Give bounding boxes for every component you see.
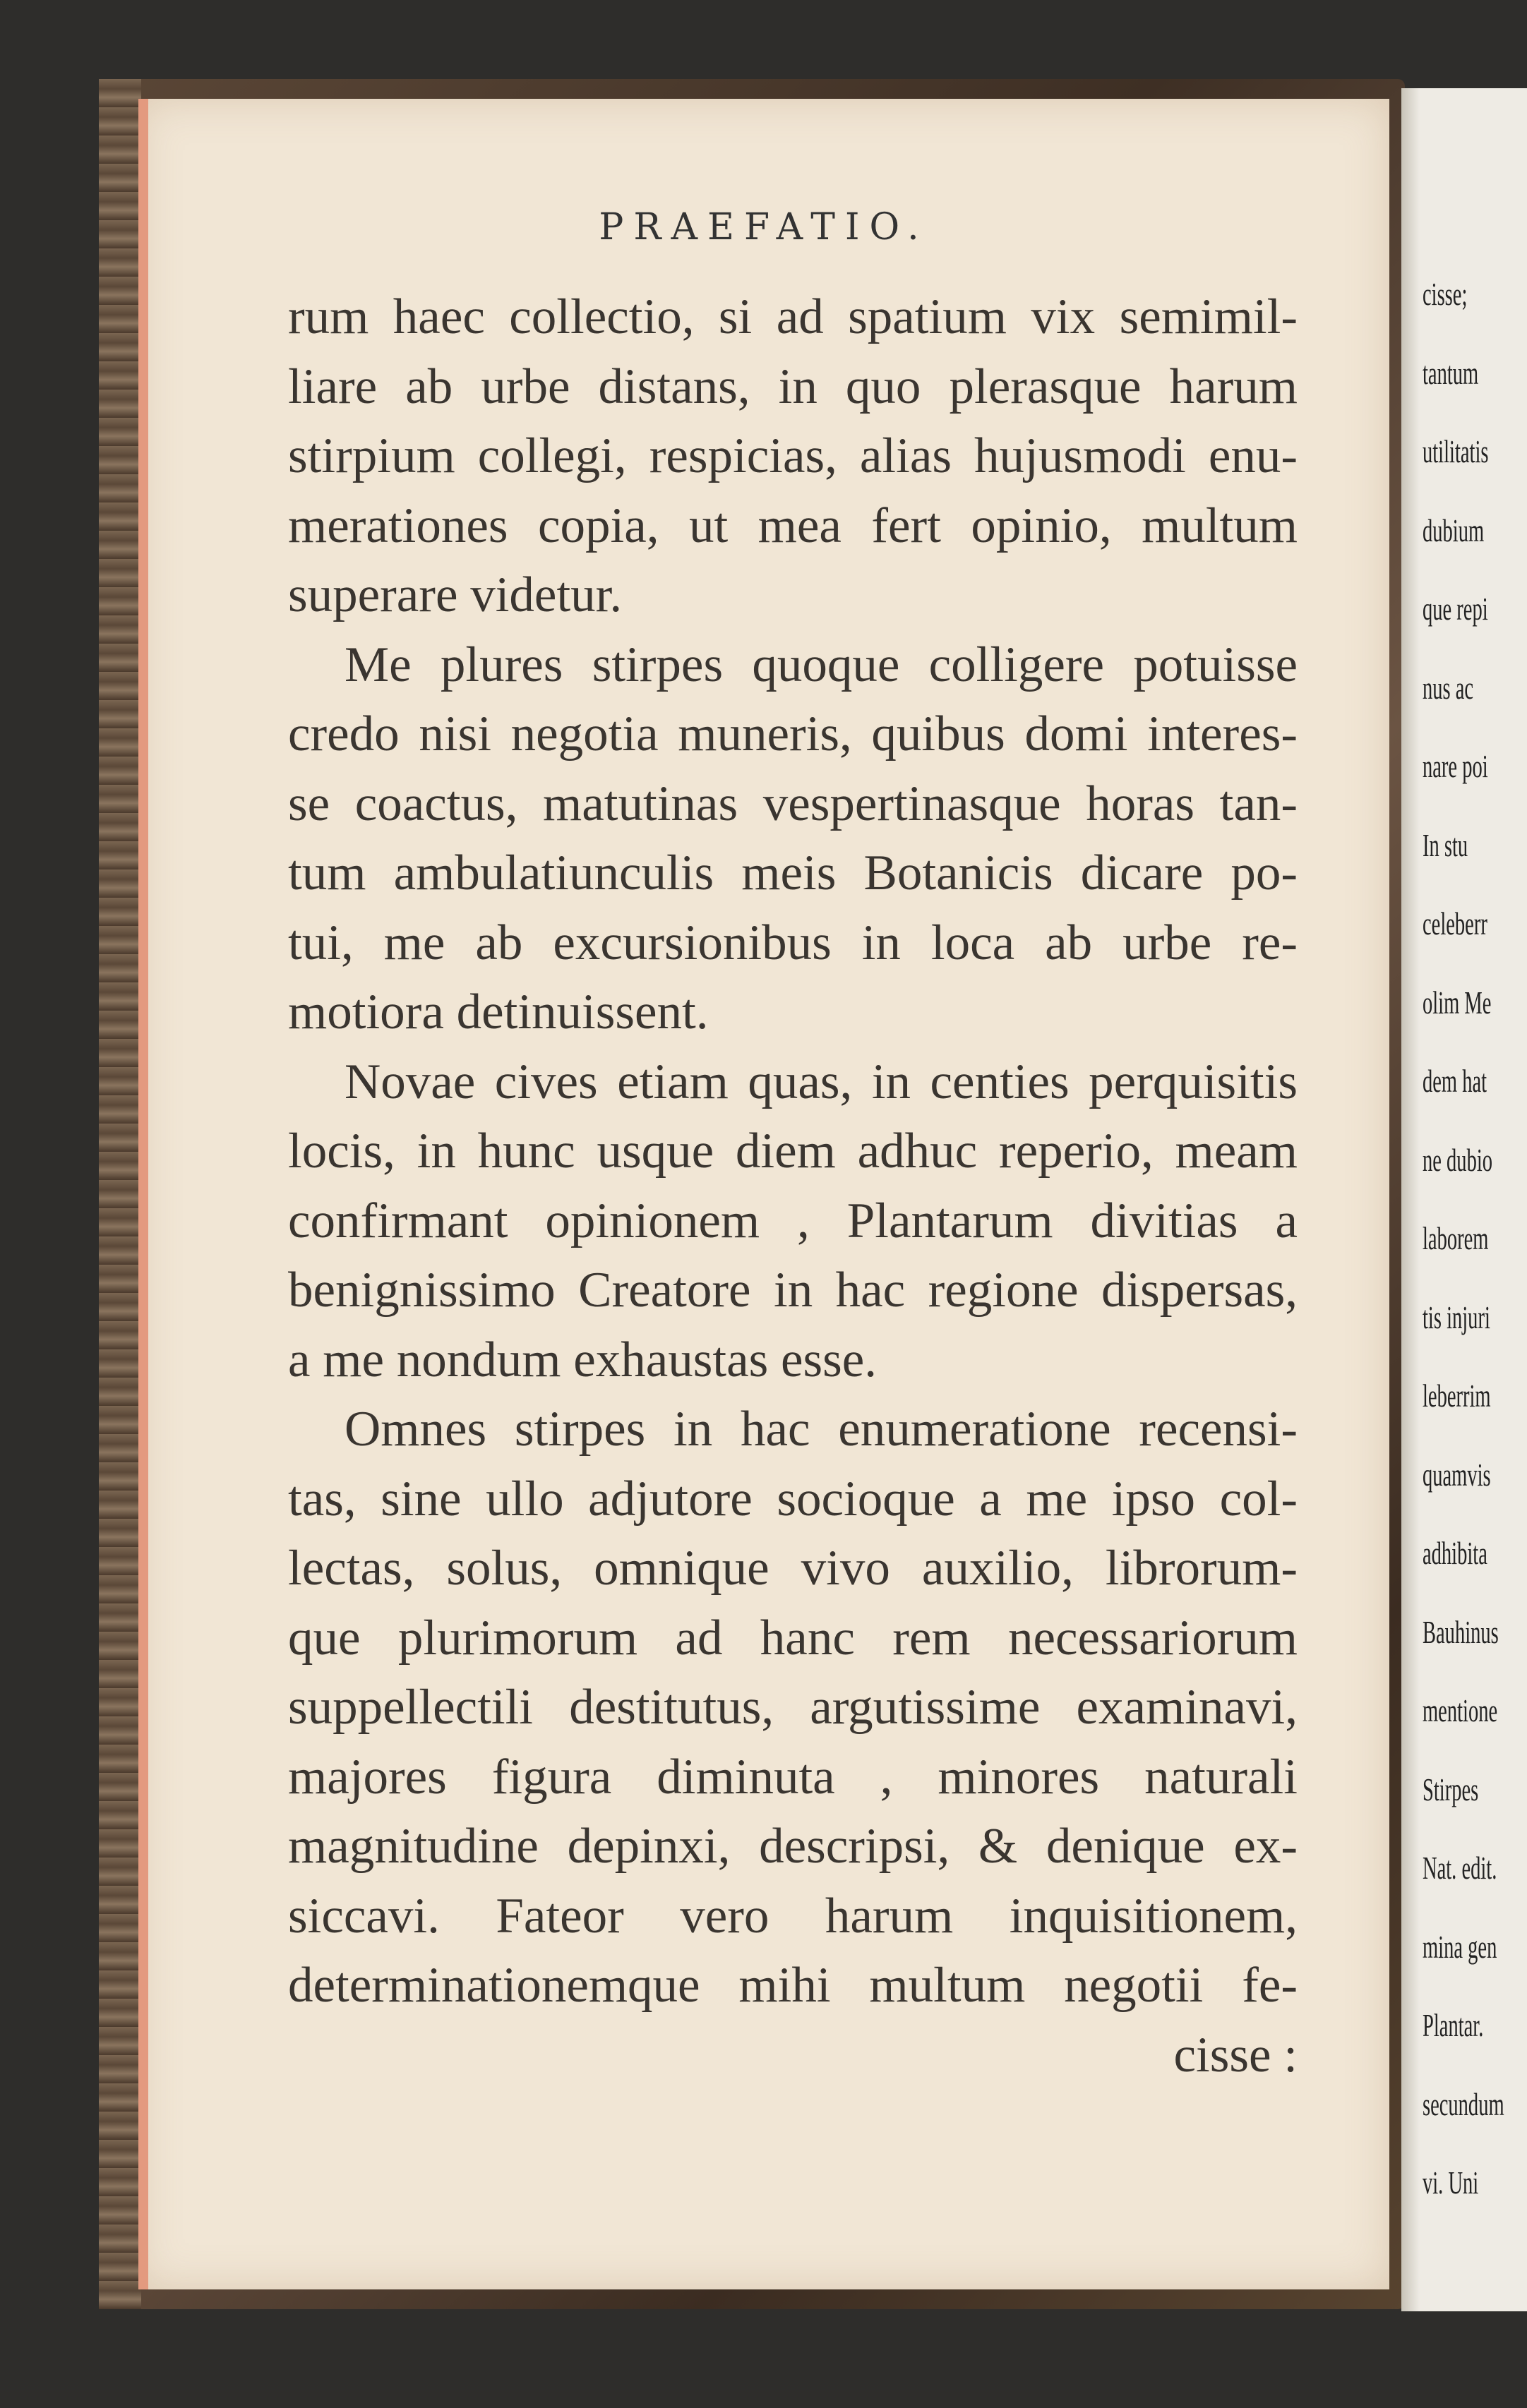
facing-page-fragment: adhibita: [1423, 1535, 1487, 1571]
text-line: locis, in hunc usque diem adhuc reperio, meam: [288, 1124, 1298, 1179]
facing-page-fragment: dubium: [1423, 512, 1485, 548]
facing-page-fragment: dem hat: [1423, 1063, 1487, 1099]
facing-page-fragment: utilitatis: [1423, 433, 1489, 469]
text-line: confirmant opinionem , Plantarum divitias a: [288, 1193, 1298, 1248]
facing-page-fragment: quamvis: [1423, 1456, 1491, 1493]
facing-page-fragment: Plantar.: [1423, 2007, 1484, 2043]
text-line: cisse :: [1173, 2027, 1298, 2083]
text-line: suppellectili destitutus, argutissime examinavi,: [288, 1680, 1298, 1735]
text-line: tas, sine ullo adjutore socioque a me ipso col-: [288, 1471, 1298, 1527]
text-line: a me nondum exhaustas esse.: [288, 1332, 878, 1387]
facing-page-fragment: cisse;: [1423, 276, 1468, 312]
text-line: rum haec collectio, si ad spatium vix semimil-: [288, 289, 1298, 344]
facing-page-fragment: secundum: [1423, 2085, 1504, 2122]
red-page-edge: [138, 99, 148, 2289]
facing-page-fragment: In stu: [1423, 826, 1468, 863]
marbled-spine: [99, 79, 141, 2309]
facing-page-fragment: nare poi: [1423, 748, 1488, 784]
text-line: benignissimo Creatore in hac regione dispersas,: [288, 1263, 1298, 1318]
facing-page-fragment: Stirpes: [1423, 1771, 1479, 1807]
text-line: magnitudine depinxi, descripsi, & denique ex-: [288, 1819, 1298, 1874]
facing-page-fragment: olim Me: [1423, 984, 1492, 1021]
text-line: credo nisi negotia muneris, quibus domi interes-: [288, 706, 1298, 761]
facing-page-fragment: que repi: [1423, 591, 1488, 627]
text-line: stirpium collegi, respicias, alias hujusmodi enu-: [288, 428, 1298, 483]
text-line: tum ambulatiunculis meis Botanicis dicare po-: [288, 845, 1298, 901]
text-line: Me plures stirpes quoque colligere potuisse: [345, 637, 1298, 692]
text-line: superare videtur.: [288, 567, 623, 622]
text-line: determinationemque mihi multum negotii fe-: [288, 1958, 1298, 2013]
running-head: PRAEFATIO.: [599, 206, 929, 248]
facing-page-fragment: mina gen: [1423, 1928, 1497, 1965]
facing-page-fragment: leberrim: [1423, 1378, 1491, 1414]
text-line: que plurimorum ad hanc rem necessariorum: [288, 1610, 1298, 1666]
text-line: Novae cives etiam quas, in centies perquisitis: [345, 1054, 1298, 1109]
facing-page-fragment: vi. Uni: [1423, 2165, 1479, 2201]
facing-page-fragment: tantum: [1423, 354, 1479, 391]
body-text: [288, 282, 1298, 2090]
facing-page: [1401, 88, 1527, 2311]
facing-page-fragment: Nat. edit.: [1423, 1850, 1497, 1886]
facing-page-fragment: ne dubio: [1423, 1141, 1493, 1178]
facing-page-fragment: celeberr: [1423, 905, 1487, 941]
text-line: majores figura diminuta , minores naturali: [288, 1749, 1298, 1805]
facing-page-fragment: laborem: [1423, 1220, 1489, 1256]
text-line: se coactus, matutinas vespertinasque horas tan-: [288, 776, 1298, 831]
text-line: merationes copia, ut mea fert opinio, multum: [288, 498, 1298, 553]
text-line: motiora detinuissent.: [288, 985, 709, 1040]
text-line: siccavi. Fateor vero harum inquisitionem,: [288, 1888, 1298, 1944]
text-line: Omnes stirpes in hac enumeratione recensi-: [345, 1402, 1298, 1457]
facing-page-gutter: [1401, 88, 1420, 2311]
facing-page-fragment: mentione: [1423, 1692, 1498, 1728]
text-line: liare ab urbe distans, in quo plerasque harum: [288, 359, 1298, 414]
text-line: tui, me ab excursionibus in loca ab urbe re-: [288, 915, 1298, 970]
facing-page-fragment: Bauhinus: [1423, 1613, 1499, 1650]
facing-page-fragment: nus ac: [1423, 669, 1474, 706]
facing-page-fragment: tis injuri: [1423, 1299, 1490, 1335]
text-line: lectas, solus, omnique vivo auxilio, librorum-: [288, 1541, 1298, 1596]
